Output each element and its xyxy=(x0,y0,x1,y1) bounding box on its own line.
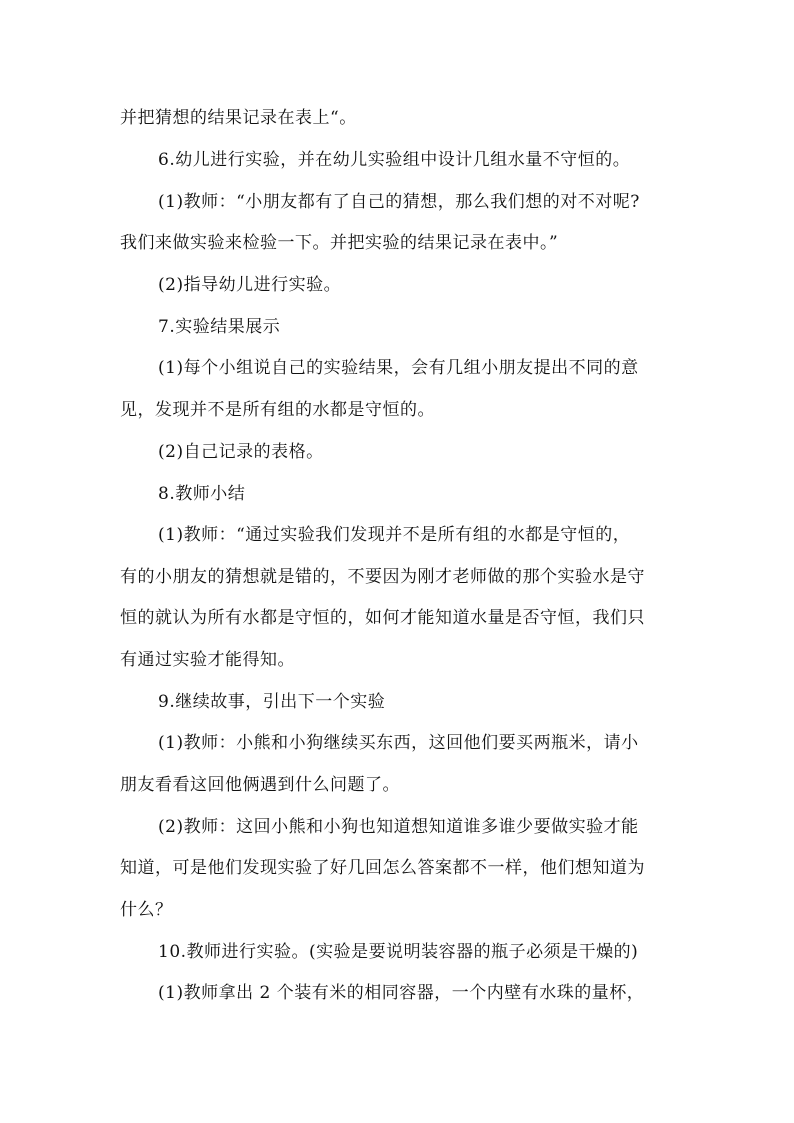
text-line: 9.继续故事，引出下一个实验 xyxy=(158,692,386,712)
text-line: 8.教师小结 xyxy=(158,484,246,504)
text-line: (1)每个小组说自己的实验结果，会有几组小朋友提出不同的意 xyxy=(158,358,639,378)
text-line: 10.教师进行实验。(实验是要说明装容器的瓶子必须是干燥的) xyxy=(158,942,639,962)
text-line: 知道，可是他们发现实验了好几回怎么答案都不一样，他们想知道为 xyxy=(120,858,645,878)
text-line: (2)自己记录的表格。 xyxy=(158,442,324,462)
text-line: (1)教师：“小朋友都有了自己的猜想，那么我们想的对不对呢? xyxy=(158,192,640,212)
text-line: (1)教师拿出 2 个装有米的相同容器，一个内壁有水珠的量杯， xyxy=(158,983,645,1003)
text-line: (1)教师：“通过实验我们发现并不是所有组的水都是守恒的， xyxy=(158,525,631,545)
text-line: 7.实验结果展示 xyxy=(158,317,281,337)
text-line: 朋友看看这回他俩遇到什么问题了。 xyxy=(120,775,400,795)
text-line: 并把猜想的结果记录在表上“。 xyxy=(120,108,357,128)
text-line: 见，发现并不是所有组的水都是守恒的。 xyxy=(120,400,435,420)
text-line: (2)教师：这回小熊和小狗也知道想知道谁多谁少要做实验才能 xyxy=(158,817,639,837)
text-line: 有通过实验才能得知。 xyxy=(120,650,295,670)
text-line: (2)指导幼儿进行实验。 xyxy=(158,275,342,295)
text-line: 有的小朋友的猜想就是错的，不要因为刚才老师做的那个实验水是守 xyxy=(120,567,645,587)
text-line: 6.幼儿进行实验，并在幼儿实验组中设计几组水量不守恒的。 xyxy=(158,150,631,170)
text-line: (1)教师：小熊和小狗继续买东西，这回他们要买两瓶米，请小 xyxy=(158,733,639,753)
text-line: 我们来做实验来检验一下。并把实验的结果记录在表中。” xyxy=(120,233,559,253)
text-line: 什么？ xyxy=(120,900,173,920)
text-line: 恒的就认为所有水都是守恒的，如何才能知道水量是否守恒，我们只 xyxy=(120,608,645,628)
